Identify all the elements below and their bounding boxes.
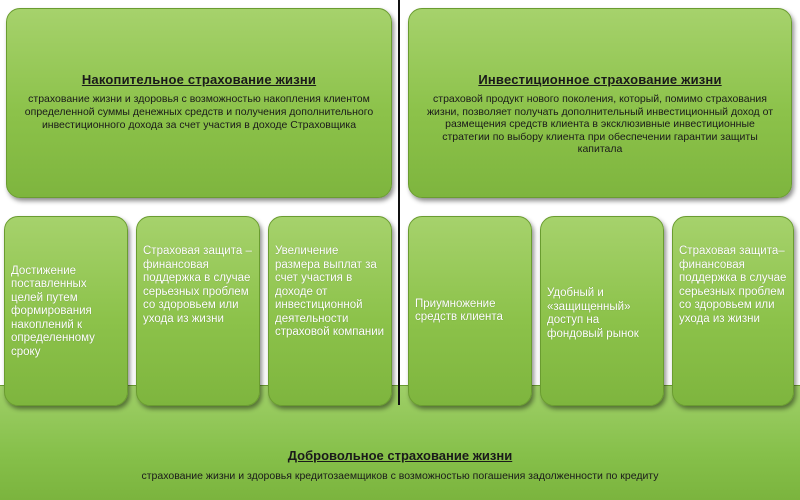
- investment-insurance-description: страховой продукт нового поколения, который, помимо страхования жизни, позволяет получать дополнительный инвестиционный доход от размещения средств клиента в эксклюзивные инвестиционные стратегии по выбору клиента при обеспечении гарантии защиты капитала: [427, 93, 774, 155]
- benefit-text: Страховая защита– финансовая поддержка в случае серьезных проблем со здоровьем или ухода из жизни: [679, 245, 787, 325]
- column-divider: [398, 0, 400, 405]
- investment-insurance-title: Инвестиционное страхование жизни: [478, 72, 722, 87]
- accumulative-benefit-goals: [4, 216, 128, 406]
- voluntary-insurance-title: Добровольное страхование жизни: [287, 448, 513, 463]
- accumulative-insurance-title: Накопительное страхование жизни: [81, 72, 317, 87]
- investment-insurance-box: [408, 8, 792, 198]
- benefit-text: Приумножение средств клиента: [415, 297, 503, 323]
- accumulative-benefit-protection: [136, 216, 260, 406]
- benefit-text: Увеличение размера выплат за счет участия в доходе от инвестиционной деятельности страховой компании: [275, 245, 385, 338]
- benefit-text: Достижение поставленных целей путем формирования накоплений к определенному сроку: [11, 264, 95, 358]
- voluntary-insurance-description: страхование жизни и здоровья кредитозаемщиков с возможностью погашения задолженности по кредиту: [141, 470, 659, 482]
- investment-benefit-growth: [408, 216, 532, 406]
- accumulative-insurance-box: [6, 8, 392, 198]
- benefit-text: Удобный и «защищенный» доступ на фондовый рынок: [547, 287, 639, 340]
- investment-benefit-market-access: [540, 216, 664, 406]
- accumulative-benefit-income: [268, 216, 392, 406]
- investment-benefit-protection: [672, 216, 794, 406]
- benefit-text: Страховая защита – финансовая поддержка в случае серьезных проблем со здоровьем или ухода из жизни: [143, 245, 252, 325]
- accumulative-insurance-description: страхование жизни и здоровья с возможностью накопления клиентом определенной суммы денежных средств и получения дополнительного инвестиционного дохода за счет участия в доходе Страховщика: [24, 93, 374, 131]
